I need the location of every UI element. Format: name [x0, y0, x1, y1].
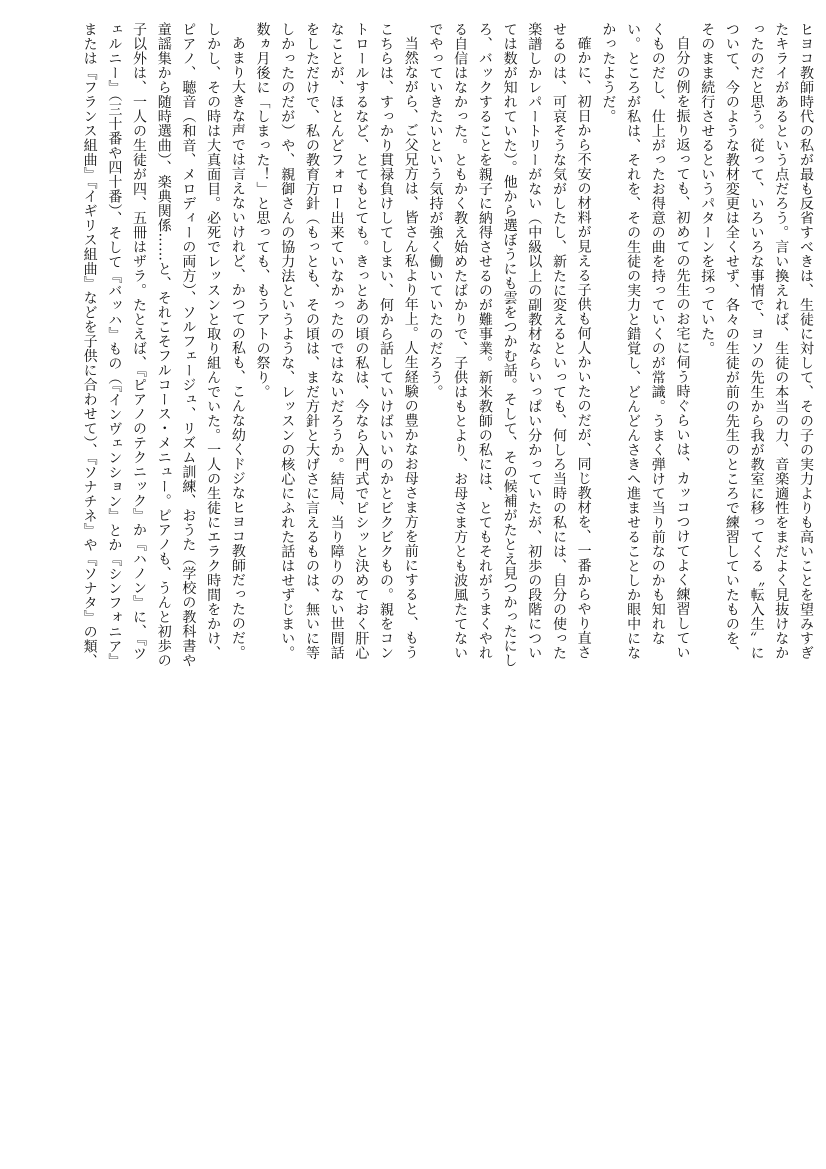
vertical-text-body [18, 22, 818, 672]
paragraph-5: あまり大きな声では言えないけれど、かつての私も、こんな幼くドジなヒヨコ教師だったのだ。しかし、その時は大真面目。必死でレッスンと取り組んでいた。一人の生徒にエラク時間をかけ、ピアノ、聴音（和音、メロディーの両方）、ソルフェージュ、リズム訓練、おうた（学校の教科書や童謡集から随時選曲）、楽典関係……と、それこそフルコース・メニュー。ピアノも、うんと初歩の子以外は、一人の生徒が四、五冊はザラ。たとえば、『ピアノのテクニック』か『ハノン』に、『ツェルニー』（三十番や四十番）、そして『バッハ』もの（『インヴェンション』とか『シンフォニア』または『フランス組曲』『イギリス組曲』などを子供に合わせて）、『ソナチネ』や『ソナタ』の類、 [81, 22, 246, 668]
paragraph-3: 確かに、初日から不安の材料が見える子供も何人かいたのだが、同じ教材を、一番からやり直させるのは、可哀そうな気がしたし、新たに変えるといっても、何しろ当時の私には、自分の使った楽譜しかレパートリーがない（中級以上の副教材ならいっぱい分かっていたが、初歩の段階については数が知れていた）。他から選ぼうにも雲をつかむ話。そして、その候補がたとえ見つかったにしろ、バックすることを親子に納得させるのが難事業。新米教師の私には、とてもそれがうまくやれる自信はなかった。ともかく教え始めたばかりで、子供はもとより、お母さま方とも波風たてないでやっていきたいという気持が強く働いていたのだろう。 [427, 22, 592, 668]
paragraph-1: ヒヨコ教師時代の私が最も反省すべきは、生徒に対して、その子の実力よりも高いことを望みすぎたキライがあるという点だろう。言い換えれば、生徒の本当の力、音楽適性をまだよく見抜けなかったのだと思う。従って、いろいろな事情で、ヨソの先生から我が教室に移ってくる〝転入生〟について、今のような教材変更は全くせず、各々の生徒が前の先生のところで練習していたものを、そのまま続行させるというパターンを採っていた。 [699, 22, 814, 660]
paragraph-2: 自分の例を振り返っても、初めての先生のお宅に伺う時ぐらいは、カッコつけてよく練習していくものだし、仕上がったお得意の曲を持っていくのが常識。うまく弾けて当り前なのかも知れない。ところが私は、それを、その生徒の実力と錯覚し、どんどんさきへ進ませることしか眼中になかったようだ。 [600, 22, 691, 660]
paragraph-4: 当然ながら、ご父兄方は、皆さん私より年上。人生経験の豊かなお母さま方を前にすると、もうこちらは、すっかり貫禄負けしてしまい、何から話していけばいいのかとビクビクもの。親をコントロールするなど、とてもとても。きっとあの頃の私は、今なら入門式でピシッと決めておく肝心なことが、ほとんどフォロー出来ていなかったのではないだろうか。結局、当り障りのない世間話をしただけで、私の教育方針（もっとも、その頃は、まだ方針と大げさに言えるものは、無いに等しかったのだが）や、親御さんの協力法というような、レッスンの核心にふれた話はせずじまい。数ヵ月後に「しまった！」と思っても、もうアトの祭り。 [254, 22, 419, 660]
